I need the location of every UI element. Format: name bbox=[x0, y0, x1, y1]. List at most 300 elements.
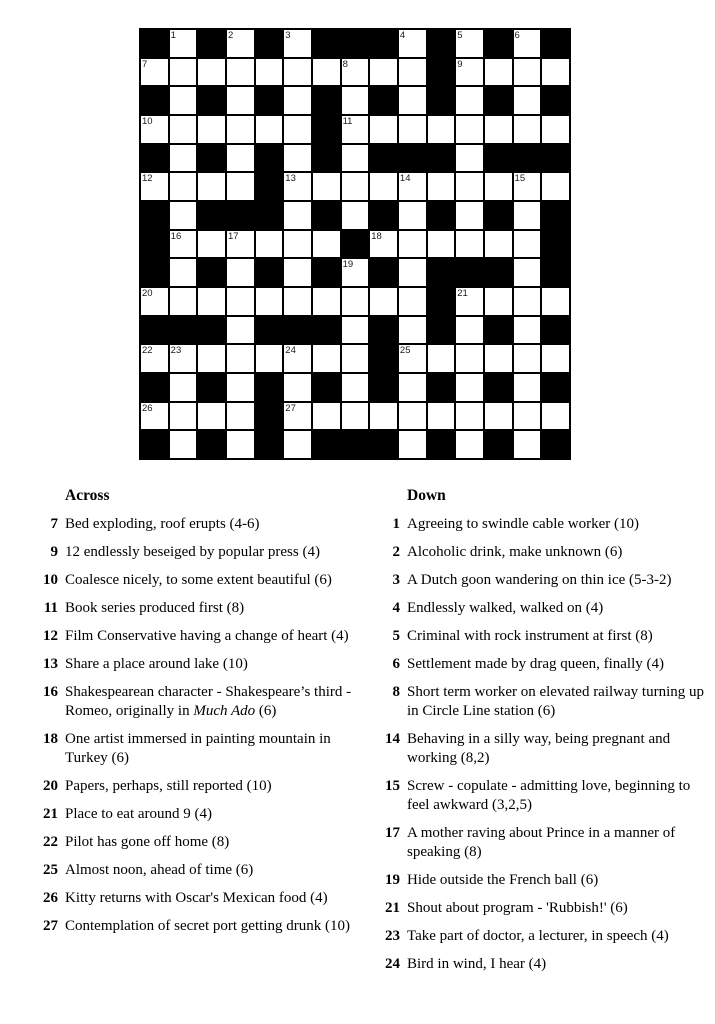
grid-block bbox=[255, 373, 284, 402]
grid-cell[interactable] bbox=[169, 344, 198, 373]
clue-number: 21 bbox=[43, 806, 58, 822]
grid-cell[interactable] bbox=[283, 172, 312, 201]
grid-cell[interactable] bbox=[312, 402, 341, 431]
grid-cell[interactable] bbox=[283, 402, 312, 431]
grid-cell[interactable] bbox=[513, 58, 542, 87]
grid-cell[interactable] bbox=[513, 258, 542, 287]
grid-cell[interactable] bbox=[341, 86, 370, 115]
grid-cell[interactable] bbox=[484, 58, 513, 87]
grid-block bbox=[484, 29, 513, 58]
clue-item bbox=[40, 543, 364, 562]
clue-number: 24 bbox=[385, 956, 400, 972]
grid-block bbox=[312, 258, 341, 287]
clue-item bbox=[40, 777, 364, 796]
grid-cell[interactable] bbox=[398, 172, 427, 201]
grid-cell[interactable] bbox=[455, 144, 484, 173]
grid-cell[interactable] bbox=[169, 230, 198, 259]
grid-cell[interactable] bbox=[484, 344, 513, 373]
grid-cell[interactable] bbox=[283, 86, 312, 115]
clue-number: 10 bbox=[43, 572, 58, 588]
cell-number: 4 bbox=[399, 30, 406, 41]
grid-cell[interactable] bbox=[513, 373, 542, 402]
grid-block bbox=[255, 172, 284, 201]
clue-number: 11 bbox=[43, 600, 58, 616]
grid-cell[interactable] bbox=[312, 344, 341, 373]
grid-cell[interactable] bbox=[427, 230, 456, 259]
grid-cell[interactable] bbox=[427, 172, 456, 201]
clue-number: 9 bbox=[50, 544, 58, 560]
grid-block bbox=[312, 373, 341, 402]
grid-block bbox=[484, 316, 513, 345]
clue-item bbox=[378, 515, 710, 534]
grid-cell[interactable] bbox=[398, 201, 427, 230]
grid-cell[interactable] bbox=[369, 115, 398, 144]
grid-cell[interactable] bbox=[484, 230, 513, 259]
grid-cell[interactable] bbox=[255, 230, 284, 259]
grid-block bbox=[140, 201, 169, 230]
grid-cell[interactable] bbox=[398, 86, 427, 115]
grid-block bbox=[484, 258, 513, 287]
grid-cell[interactable] bbox=[197, 402, 226, 431]
grid-cell[interactable] bbox=[341, 258, 370, 287]
clue-number: 7 bbox=[50, 516, 58, 532]
cell-number: 22 bbox=[142, 345, 153, 357]
grid-cell[interactable] bbox=[455, 172, 484, 201]
grid-cell[interactable] bbox=[513, 115, 542, 144]
clue-item bbox=[40, 833, 364, 852]
grid-block bbox=[312, 430, 341, 459]
grid-cell[interactable] bbox=[455, 287, 484, 316]
grid-cell[interactable] bbox=[398, 402, 427, 431]
across-header: Across bbox=[65, 487, 110, 504]
cell-number: 27 bbox=[285, 402, 296, 414]
grid-cell[interactable] bbox=[283, 430, 312, 459]
cell-number: 1 bbox=[170, 30, 176, 41]
cell-number: 5 bbox=[457, 30, 463, 41]
grid-cell[interactable] bbox=[312, 230, 341, 259]
cell-number: 17 bbox=[227, 230, 239, 242]
clue-text: Kitty returns with Oscar's Mexican food (4) bbox=[65, 890, 328, 906]
grid-block bbox=[369, 316, 398, 345]
clue-number: 19 bbox=[385, 872, 400, 888]
clue-number: 14 bbox=[385, 731, 400, 747]
grid-cell[interactable] bbox=[169, 29, 198, 58]
grid-block bbox=[427, 258, 456, 287]
grid-cell[interactable] bbox=[427, 115, 456, 144]
grid-cell[interactable] bbox=[484, 402, 513, 431]
grid-cell[interactable] bbox=[398, 258, 427, 287]
grid-cell[interactable] bbox=[513, 287, 542, 316]
cell-number: 14 bbox=[399, 173, 411, 185]
grid-block bbox=[369, 430, 398, 459]
grid-cell[interactable] bbox=[226, 230, 255, 259]
grid-cell[interactable] bbox=[226, 86, 255, 115]
grid-cell[interactable] bbox=[140, 58, 169, 87]
cell-number: 6 bbox=[514, 30, 520, 41]
clue-number: 2 bbox=[392, 544, 400, 560]
grid-cell[interactable] bbox=[226, 144, 255, 173]
grid-cell[interactable] bbox=[140, 287, 169, 316]
clue-number: 21 bbox=[385, 900, 400, 916]
clue-text: 12 endlessly beseiged by popular press (4) bbox=[65, 544, 320, 560]
grid-cell[interactable] bbox=[226, 430, 255, 459]
grid-cell[interactable] bbox=[513, 29, 542, 58]
cell-number: 11 bbox=[342, 115, 353, 127]
grid-block bbox=[427, 287, 456, 316]
grid-block bbox=[255, 29, 284, 58]
grid-cell[interactable] bbox=[455, 344, 484, 373]
grid-cell[interactable] bbox=[226, 287, 255, 316]
grid-cell[interactable] bbox=[455, 29, 484, 58]
grid-cell[interactable] bbox=[541, 115, 570, 144]
grid-cell[interactable] bbox=[341, 287, 370, 316]
cell-number: 19 bbox=[342, 259, 354, 271]
grid-cell[interactable] bbox=[169, 430, 198, 459]
clue-item bbox=[378, 871, 710, 890]
grid-block bbox=[369, 258, 398, 287]
grid-block bbox=[255, 316, 284, 345]
grid-cell[interactable] bbox=[541, 344, 570, 373]
grid-cell[interactable] bbox=[541, 172, 570, 201]
across-section bbox=[40, 486, 364, 945]
grid-cell[interactable] bbox=[283, 258, 312, 287]
clue-number: 15 bbox=[385, 778, 400, 794]
grid-cell[interactable] bbox=[513, 316, 542, 345]
grid-block bbox=[283, 316, 312, 345]
grid-cell[interactable] bbox=[169, 172, 198, 201]
clue-item bbox=[378, 627, 710, 646]
grid-cell[interactable] bbox=[197, 172, 226, 201]
clue-text: A Dutch goon wandering on thin ice (5-3-2) bbox=[407, 572, 672, 588]
grid-cell[interactable] bbox=[455, 402, 484, 431]
clue-text: Bed exploding, roof erupts (4-6) bbox=[65, 516, 260, 532]
grid-cell[interactable] bbox=[398, 316, 427, 345]
grid-cell[interactable] bbox=[513, 201, 542, 230]
grid-cell[interactable] bbox=[369, 230, 398, 259]
clue-item bbox=[40, 515, 364, 534]
grid-cell[interactable] bbox=[283, 373, 312, 402]
grid-block bbox=[197, 86, 226, 115]
grid-cell[interactable] bbox=[226, 115, 255, 144]
cell-number: 8 bbox=[342, 58, 348, 70]
grid-block bbox=[541, 230, 570, 259]
grid-cell[interactable] bbox=[455, 373, 484, 402]
grid-cell[interactable] bbox=[283, 58, 312, 87]
grid-block bbox=[369, 86, 398, 115]
grid-cell[interactable] bbox=[197, 58, 226, 87]
grid-block bbox=[398, 144, 427, 173]
clue-item bbox=[40, 599, 364, 618]
grid-cell[interactable] bbox=[427, 402, 456, 431]
grid-cell[interactable] bbox=[484, 287, 513, 316]
grid-cell[interactable] bbox=[169, 201, 198, 230]
grid-block bbox=[541, 201, 570, 230]
grid-cell[interactable] bbox=[197, 344, 226, 373]
grid-cell[interactable] bbox=[226, 58, 255, 87]
clue-text: Shout about program - 'Rubbish!' (6) bbox=[407, 900, 628, 916]
grid-cell[interactable] bbox=[226, 316, 255, 345]
clue-item bbox=[40, 889, 364, 908]
clue-number: 3 bbox=[392, 572, 400, 588]
grid-block bbox=[369, 144, 398, 173]
grid-cell[interactable] bbox=[484, 115, 513, 144]
grid-cell[interactable] bbox=[255, 344, 284, 373]
grid-cell[interactable] bbox=[140, 344, 169, 373]
clue-item bbox=[378, 683, 710, 721]
grid-cell[interactable] bbox=[226, 172, 255, 201]
grid-cell[interactable] bbox=[369, 402, 398, 431]
clue-text: Share a place around lake (10) bbox=[65, 656, 248, 672]
grid-cell[interactable] bbox=[169, 373, 198, 402]
grid-block bbox=[541, 144, 570, 173]
clue-number: 17 bbox=[385, 825, 400, 841]
cell-number: 23 bbox=[170, 345, 182, 357]
grid-cell[interactable] bbox=[484, 172, 513, 201]
grid-block bbox=[427, 373, 456, 402]
crossword-grid bbox=[139, 28, 571, 460]
grid-block bbox=[541, 430, 570, 459]
clue-number: 8 bbox=[392, 684, 400, 700]
grid-cell[interactable] bbox=[169, 115, 198, 144]
grid-cell[interactable] bbox=[312, 172, 341, 201]
clue-text: Criminal with rock instrument at first (8) bbox=[407, 628, 653, 644]
grid-cell[interactable] bbox=[455, 201, 484, 230]
clue-number: 18 bbox=[43, 731, 58, 747]
cell-number: 12 bbox=[142, 173, 153, 185]
clue-item bbox=[378, 927, 710, 946]
clue-number: 12 bbox=[43, 628, 58, 644]
clue-text: Book series produced first (8) bbox=[65, 600, 245, 616]
grid-block bbox=[197, 29, 226, 58]
grid-cell[interactable] bbox=[455, 86, 484, 115]
clue-item bbox=[378, 730, 710, 768]
grid-cell[interactable] bbox=[427, 344, 456, 373]
grid-cell[interactable] bbox=[226, 344, 255, 373]
grid-block bbox=[226, 201, 255, 230]
grid-cell[interactable] bbox=[513, 86, 542, 115]
down-clue-list bbox=[378, 515, 710, 974]
grid-block bbox=[541, 316, 570, 345]
grid-cell[interactable] bbox=[169, 258, 198, 287]
grid-block bbox=[312, 201, 341, 230]
clue-item bbox=[40, 627, 364, 646]
clue-item bbox=[378, 543, 710, 562]
clue-number: 23 bbox=[385, 928, 400, 944]
cell-number: 3 bbox=[285, 30, 291, 41]
grid-cell[interactable] bbox=[541, 287, 570, 316]
grid-cell[interactable] bbox=[197, 230, 226, 259]
clue-text: Take part of doctor, a lecturer, in speech (4) bbox=[407, 928, 669, 944]
grid-cell[interactable] bbox=[140, 402, 169, 431]
grid-cell[interactable] bbox=[312, 287, 341, 316]
grid-block bbox=[255, 258, 284, 287]
grid-cell[interactable] bbox=[341, 115, 370, 144]
clue-text: A mother raving about Prince in a manner of speaking (8) bbox=[407, 825, 676, 860]
clue-number: 26 bbox=[43, 890, 58, 906]
grid-block bbox=[197, 373, 226, 402]
clue-number: 16 bbox=[43, 684, 58, 700]
grid-cell[interactable] bbox=[398, 115, 427, 144]
grid-block bbox=[427, 86, 456, 115]
clue-text: Place to eat around 9 (4) bbox=[65, 806, 213, 822]
clue-item bbox=[40, 861, 364, 880]
grid-block bbox=[427, 58, 456, 87]
clue-text: One artist immersed in painting mountain in Turkey (6) bbox=[65, 731, 331, 766]
grid-block bbox=[427, 144, 456, 173]
grid-cell[interactable] bbox=[226, 402, 255, 431]
grid-cell[interactable] bbox=[341, 344, 370, 373]
grid-cell[interactable] bbox=[398, 58, 427, 87]
grid-block bbox=[541, 29, 570, 58]
grid-cell[interactable] bbox=[283, 115, 312, 144]
grid-cell[interactable] bbox=[341, 201, 370, 230]
grid-block bbox=[427, 29, 456, 58]
clue-text: Film Conservative having a change of heart (4) bbox=[65, 628, 349, 644]
grid-cell[interactable] bbox=[255, 287, 284, 316]
grid-cell[interactable] bbox=[455, 115, 484, 144]
grid-block bbox=[197, 316, 226, 345]
clue-text: Papers, perhaps, still reported (10) bbox=[65, 778, 272, 794]
grid-cell[interactable] bbox=[197, 115, 226, 144]
grid-cell[interactable] bbox=[283, 144, 312, 173]
grid-cell[interactable] bbox=[398, 430, 427, 459]
grid-cell[interactable] bbox=[398, 373, 427, 402]
grid-cell[interactable] bbox=[455, 58, 484, 87]
grid-block bbox=[140, 29, 169, 58]
grid-block bbox=[140, 86, 169, 115]
grid-block bbox=[140, 316, 169, 345]
cell-number: 15 bbox=[514, 173, 526, 185]
clue-item bbox=[378, 599, 710, 618]
grid-cell[interactable] bbox=[312, 58, 341, 87]
grid-cell[interactable] bbox=[341, 373, 370, 402]
grid-cell[interactable] bbox=[341, 144, 370, 173]
grid-cell[interactable] bbox=[283, 287, 312, 316]
grid-cell[interactable] bbox=[226, 29, 255, 58]
grid-block bbox=[513, 144, 542, 173]
clue-text: Bird in wind, I hear (4) bbox=[407, 956, 547, 972]
grid-cell[interactable] bbox=[398, 230, 427, 259]
clue-text: Settlement made by drag queen, finally (4) bbox=[407, 656, 664, 672]
cell-number: 21 bbox=[457, 287, 468, 299]
clue-number: 5 bbox=[392, 628, 400, 644]
grid-cell[interactable] bbox=[541, 402, 570, 431]
grid-block bbox=[255, 144, 284, 173]
grid-block bbox=[427, 430, 456, 459]
clue-number: 27 bbox=[43, 918, 58, 934]
grid-cell[interactable] bbox=[513, 402, 542, 431]
grid-block bbox=[369, 201, 398, 230]
grid-cell[interactable] bbox=[398, 287, 427, 316]
grid-cell[interactable] bbox=[513, 430, 542, 459]
clue-item bbox=[378, 824, 710, 862]
grid-cell[interactable] bbox=[541, 58, 570, 87]
grid-block bbox=[484, 144, 513, 173]
grid-block bbox=[541, 86, 570, 115]
cell-number: 7 bbox=[142, 58, 148, 70]
grid-block bbox=[169, 316, 198, 345]
grid-cell[interactable] bbox=[169, 144, 198, 173]
grid-block bbox=[140, 430, 169, 459]
grid-cell[interactable] bbox=[255, 58, 284, 87]
cell-number: 16 bbox=[170, 230, 182, 242]
grid-cell[interactable] bbox=[369, 287, 398, 316]
grid-cell[interactable] bbox=[398, 29, 427, 58]
grid-cell[interactable] bbox=[283, 230, 312, 259]
grid-cell[interactable] bbox=[513, 172, 542, 201]
clue-number: 25 bbox=[43, 862, 58, 878]
grid-block bbox=[312, 144, 341, 173]
grid-cell[interactable] bbox=[369, 172, 398, 201]
grid-cell[interactable] bbox=[255, 115, 284, 144]
grid-cell[interactable] bbox=[513, 230, 542, 259]
clue-number: 4 bbox=[392, 600, 400, 616]
cell-number: 10 bbox=[142, 115, 153, 127]
grid-cell[interactable] bbox=[455, 230, 484, 259]
down-section bbox=[378, 486, 710, 983]
grid-block bbox=[484, 373, 513, 402]
grid-block bbox=[427, 316, 456, 345]
grid-cell[interactable] bbox=[341, 316, 370, 345]
grid-cell[interactable] bbox=[140, 115, 169, 144]
grid-cell[interactable] bbox=[513, 344, 542, 373]
grid-cell[interactable] bbox=[169, 86, 198, 115]
grid-block bbox=[312, 115, 341, 144]
grid-cell[interactable] bbox=[169, 402, 198, 431]
clue-number: 13 bbox=[43, 656, 58, 672]
grid-cell[interactable] bbox=[341, 172, 370, 201]
grid-block bbox=[312, 86, 341, 115]
grid-block bbox=[427, 201, 456, 230]
grid-block bbox=[369, 344, 398, 373]
grid-cell[interactable] bbox=[398, 344, 427, 373]
grid-block bbox=[341, 29, 370, 58]
clue-text: Pilot has gone off home (8) bbox=[65, 834, 230, 850]
grid-block bbox=[255, 402, 284, 431]
clue-text: Contemplation of secret port getting drunk (10) bbox=[65, 918, 350, 934]
grid-block bbox=[255, 201, 284, 230]
grid-cell[interactable] bbox=[140, 172, 169, 201]
clue-text: Short term worker on elevated railway turning up in Circle Line station (6) bbox=[407, 684, 704, 719]
grid-block bbox=[312, 29, 341, 58]
grid-block bbox=[541, 373, 570, 402]
grid-cell[interactable] bbox=[169, 287, 198, 316]
cell-number: 25 bbox=[399, 345, 411, 357]
clue-item bbox=[378, 955, 710, 974]
grid-cell[interactable] bbox=[226, 373, 255, 402]
grid-cell[interactable] bbox=[341, 58, 370, 87]
clue-item bbox=[40, 571, 364, 590]
clue-item bbox=[378, 777, 710, 815]
grid-cell[interactable] bbox=[455, 316, 484, 345]
clue-text: Alcoholic drink, make unknown (6) bbox=[407, 544, 623, 560]
grid-block bbox=[140, 373, 169, 402]
grid-cell[interactable] bbox=[283, 344, 312, 373]
clue-item bbox=[378, 655, 710, 674]
clue-item bbox=[40, 917, 364, 936]
grid-cell[interactable] bbox=[169, 58, 198, 87]
grid-cell[interactable] bbox=[283, 201, 312, 230]
grid-block bbox=[197, 430, 226, 459]
grid-cell[interactable] bbox=[197, 287, 226, 316]
grid-cell[interactable] bbox=[455, 430, 484, 459]
grid-cell[interactable] bbox=[341, 402, 370, 431]
grid-block bbox=[341, 430, 370, 459]
grid-cell[interactable] bbox=[283, 29, 312, 58]
grid-cell[interactable] bbox=[369, 58, 398, 87]
grid-cell[interactable] bbox=[226, 258, 255, 287]
grid-block bbox=[369, 373, 398, 402]
